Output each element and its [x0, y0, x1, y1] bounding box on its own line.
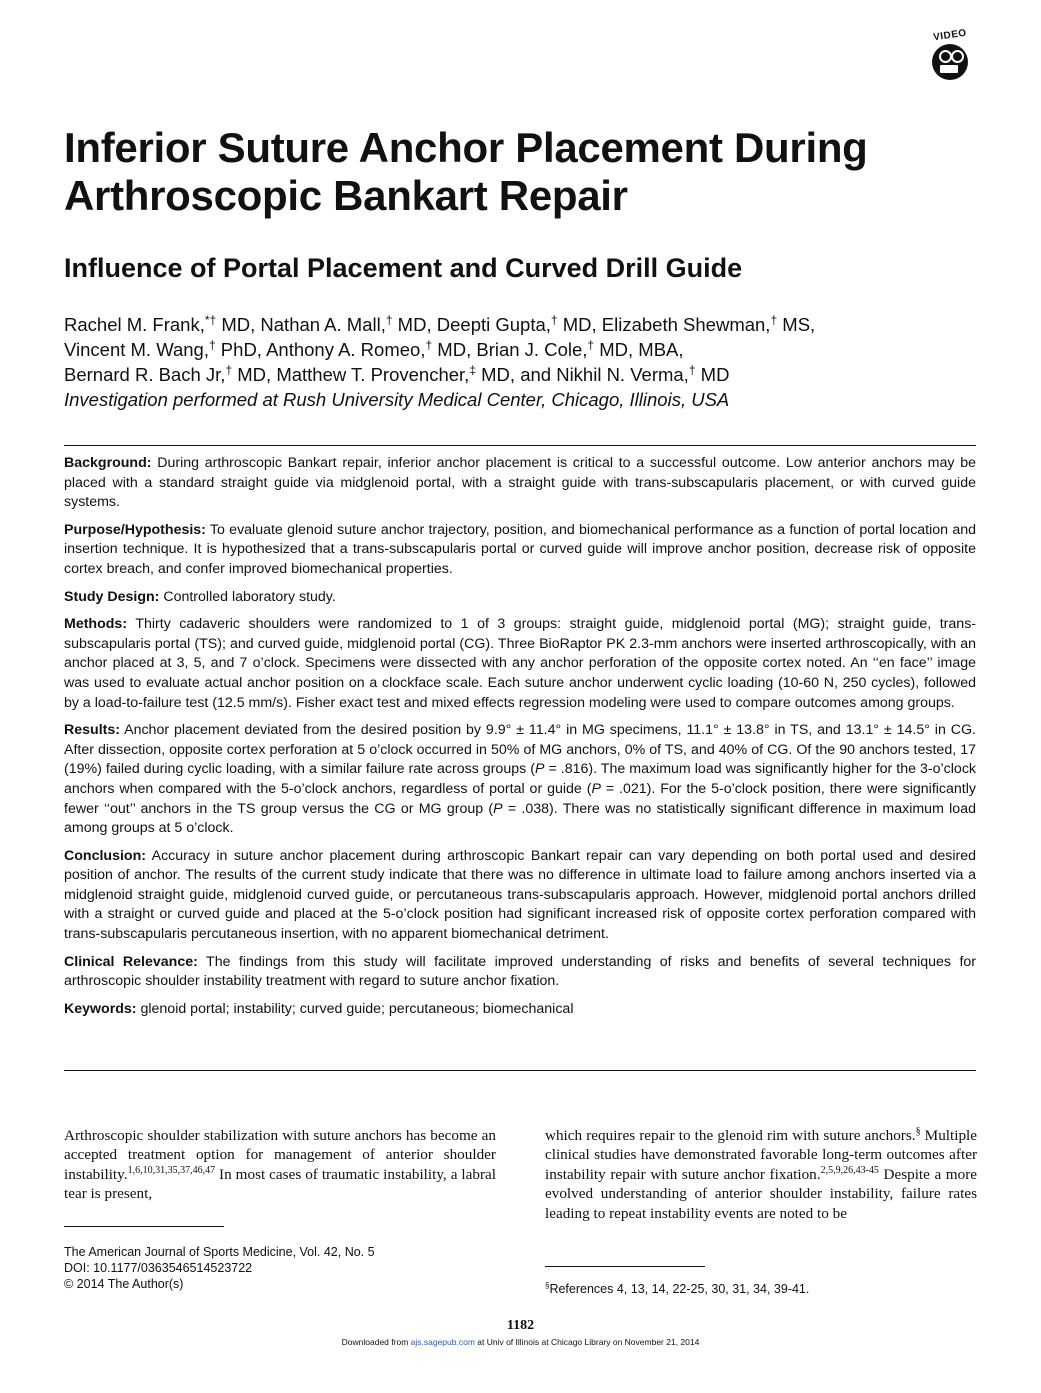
citation-refs: 1,6,10,31,35,37,46,47 — [127, 1164, 216, 1176]
abstract-section-label: Purpose/Hypothesis: — [64, 521, 206, 538]
citation-refs: § — [915, 1125, 921, 1137]
author-line — [64, 362, 984, 387]
author-name: Vincent M. Wang, — [64, 339, 209, 360]
citation-refs: 2,5,9,26,43-45 — [820, 1164, 879, 1176]
abstract-section-text: = .038). There was no statistically significant difference in maximum load among groups at 5 o’clock. — [64, 800, 976, 837]
download-suffix: at Univ of Illinois at Chicago Library on November 21, 2014 — [474, 1337, 700, 1347]
abstract-section-label: Conclusion: — [64, 847, 146, 864]
page-number: 1182 — [506, 1318, 535, 1333]
body-text: In most cases of traumatic instability, a labral tear is present, — [64, 1165, 496, 1203]
body-text: which requires repair to the glenoid rim with suture anchors. — [545, 1127, 916, 1144]
author-name: Brian J. Cole, — [476, 339, 588, 360]
author-affiliation-mark: † — [225, 362, 233, 377]
author-affiliation-mark: † — [688, 362, 696, 377]
article-subtitle: Influence of Portal Placement and Curved Drill Guide — [64, 253, 743, 283]
author-name: Elizabeth Shewman, — [601, 314, 771, 335]
journal-info — [64, 1244, 375, 1292]
author-affiliation-mark: † — [385, 312, 393, 327]
journal-link[interactable]: ajs.sagepub.com — [410, 1337, 475, 1347]
doi: DOI: 10.1177/0363546514523722 — [64, 1261, 253, 1275]
author-affiliation-mark: † — [550, 312, 558, 327]
film-reel-icon — [932, 44, 968, 80]
body-column-right — [545, 1126, 977, 1223]
abstract-section-text: The findings from this study will facilitate improved understanding of risks and benefits of several techniques for arthroscopic shoulder instability treatment with regard to suture anchor fixation. — [64, 953, 977, 990]
abstract-section-label: Keywords: — [64, 1000, 137, 1017]
author-degree: MD, — [216, 314, 261, 335]
reference-footnote — [545, 1278, 809, 1297]
abstract-section-text: To evaluate glenoid suture anchor trajectory, position, and biomechanical performance as a function of portal location and insertion technique. It is hypothesized that a trans-subscapularis portal or curved guide will improve anchor position, decrease risk of opposite cortex breach, and confer improved biomechanical properties. — [64, 521, 976, 577]
p-value-symbol: P — [493, 800, 503, 817]
abstract-section-label: Clinical Relevance: — [64, 953, 198, 970]
abstract-purpose — [64, 521, 976, 580]
body-column-left — [64, 1126, 496, 1204]
author-name: Bernard R. Bach Jr, — [64, 364, 226, 385]
author-affiliation-mark: † — [425, 337, 433, 352]
abstract-top-rule — [64, 445, 976, 446]
abstract-section-label: Methods: — [64, 616, 128, 633]
abstract-section-text: Thirty cadaveric shoulders were randomized to 1 of 3 groups: straight guide, midglenoid portal (MG); straight guide, trans-subscapularis portal (TS); and curved guide, midglenoid portal (CG). Three BioRaptor PK 2.3-mm anchors were inserted arthroscopically, with an anchor placed at 3, 5, and 7 o’clock. Specimens were dissected with any anchor perforation of the opposite cortex noted. An ‘‘en face’’ image was used to evaluate actual anchor position on a clockface scale. Each suture anchor underwent cyclic loading (10-60 N, 250 cycles), followed by a load-to-failure test (12.5 mm/s). Fisher exact test and mixed effects regression modeling were used to compare outcomes among groups. — [64, 616, 977, 711]
copyright: © 2014 The Author(s) — [64, 1277, 184, 1291]
author-affiliation-mark: *† — [204, 312, 217, 327]
author-name: Matthew T. Provencher, — [276, 364, 470, 385]
author-affiliation-mark: † — [587, 337, 595, 352]
author-affiliation-mark: † — [208, 337, 216, 352]
author-degree: MD, — [232, 364, 277, 385]
abstract-bottom-rule — [64, 1070, 976, 1071]
abstract-section-text: Accuracy in suture anchor placement during arthroscopic Bankart repair can vary depending on both portal used and desired position of anchor. The results of the current study indicate that there was no difference in ultimate load to failure among anchors inserted via a midglenoid straight guide, midglenoid curved guide, or percutaneous trans-subscapularis approach. However, midglenoid portal anchors drilled with a straight or curved guide and placed at the 5-o’clock position had significant increased risk of opposite cortex perforation compared with trans-subscapularis percutaneous insertion, with no apparent biomechanical detriment. — [64, 847, 976, 943]
abstract-section-label: Study Design: — [64, 588, 160, 605]
abstract-conclusion — [64, 847, 976, 945]
download-prefix: Downloaded from — [341, 1337, 411, 1347]
author-name: Rachel M. Frank, — [64, 314, 205, 335]
abstract-section-text: Anchor placement deviated from the desired position by 9.9° ± 11.4° in MG specimens, 11.1° ± 13.8° in TS, and 13.1° ± 14.5° in CG. After dissection, opposite cortex perforation at 5 o’clock occurred in 50% of MG anchors, 0% of TS, and 40% of CG. Of the 90 anchors tested, 17 (19%) failed during cyclic loading, with a similar failure rate across groups ( — [64, 722, 976, 778]
video-badge — [928, 27, 972, 82]
abstract-keywords — [64, 1000, 976, 1020]
body-text: Multiple clinical studies have demonstrated favorable long-term outcomes after instability repair with suture anchor fixation. — [545, 1127, 977, 1183]
abstract-background — [64, 454, 976, 513]
author-name: Nikhil N. Verma, — [556, 364, 689, 385]
abstract-section-text: glenoid portal; instability; curved guide; percutaneous; biomechanical — [140, 1000, 574, 1017]
footnote-mark: § — [545, 1281, 550, 1290]
author-line — [64, 312, 984, 337]
download-notice — [0, 1337, 1041, 1347]
author-degree: MD, — [432, 339, 477, 360]
abstract — [64, 454, 976, 1027]
footnote-rule-left — [64, 1226, 224, 1227]
author-degree: MD, MBA, — [594, 339, 684, 360]
author-degree: MD, and — [476, 364, 557, 385]
abstract-methods — [64, 615, 976, 713]
author-block — [64, 312, 984, 412]
p-value-symbol: P — [591, 780, 601, 797]
author-degree: MD, — [557, 314, 602, 335]
abstract-study-design — [64, 588, 976, 608]
author-name: Anthony A. Romeo, — [266, 339, 426, 360]
abstract-clinical-relevance — [64, 953, 976, 992]
abstract-section-text: = .021). For the 5-o’clock position, there were significantly fewer ‘‘out’’ anchors in the TS group versus the CG or MG group ( — [64, 780, 976, 817]
author-degree: PhD, — [215, 339, 267, 360]
author-name: Deepti Gupta, — [436, 314, 551, 335]
author-degree: MD, — [392, 314, 437, 335]
author-affiliation-mark: † — [770, 312, 778, 327]
author-name: Nathan A. Mall, — [260, 314, 386, 335]
abstract-section-label: Background: — [64, 455, 152, 471]
p-value-symbol: P — [534, 761, 545, 778]
abstract-section-text: = .816). The maximum load was significantly higher for the 3-o’clock anchors when compared with the 5-o’clock anchors, regardless of portal or guide ( — [64, 761, 977, 797]
author-degree: MS, — [777, 314, 816, 335]
author-line — [64, 337, 984, 362]
journal-citation: The American Journal of Sports Medicine, Vol. 42, No. 5 — [64, 1245, 375, 1259]
author-degree: MD — [695, 364, 730, 385]
author-affiliation-mark: ‡ — [469, 362, 476, 377]
abstract-section-text: During arthroscopic Bankart repair, inferior anchor placement is critical to a successful outcome. Low anterior anchors may be placed with a standard straight guide via midglenoid portal, with a straight guide with trans-subscapularis placement, or with curved guide systems. — [64, 455, 976, 511]
body-text: Arthroscopic shoulder stabilization with suture anchors has become an accepted treatment option for management of anterior shoulder instability. — [64, 1127, 496, 1183]
footnote-text: References 4, 13, 14, 22-25, 30, 31, 34, 39-41. — [549, 1282, 810, 1297]
abstract-section-text: Controlled laboratory study. — [163, 588, 336, 605]
affiliation: Investigation performed at Rush University Medical Center, Chicago, Illinois, USA — [64, 389, 730, 410]
video-badge-label: VIDEO — [932, 27, 968, 44]
article-title: Inferior Suture Anchor Placement During Arthroscopic Bankart Repair — [64, 124, 868, 219]
abstract-results — [64, 721, 976, 839]
footnote-rule-right — [545, 1266, 705, 1267]
abstract-section-label: Results: — [64, 722, 120, 739]
body-text: Despite a more evolved understanding of anterior shoulder instability, failure rates leading to repeat instability events are noted to be — [545, 1165, 977, 1222]
